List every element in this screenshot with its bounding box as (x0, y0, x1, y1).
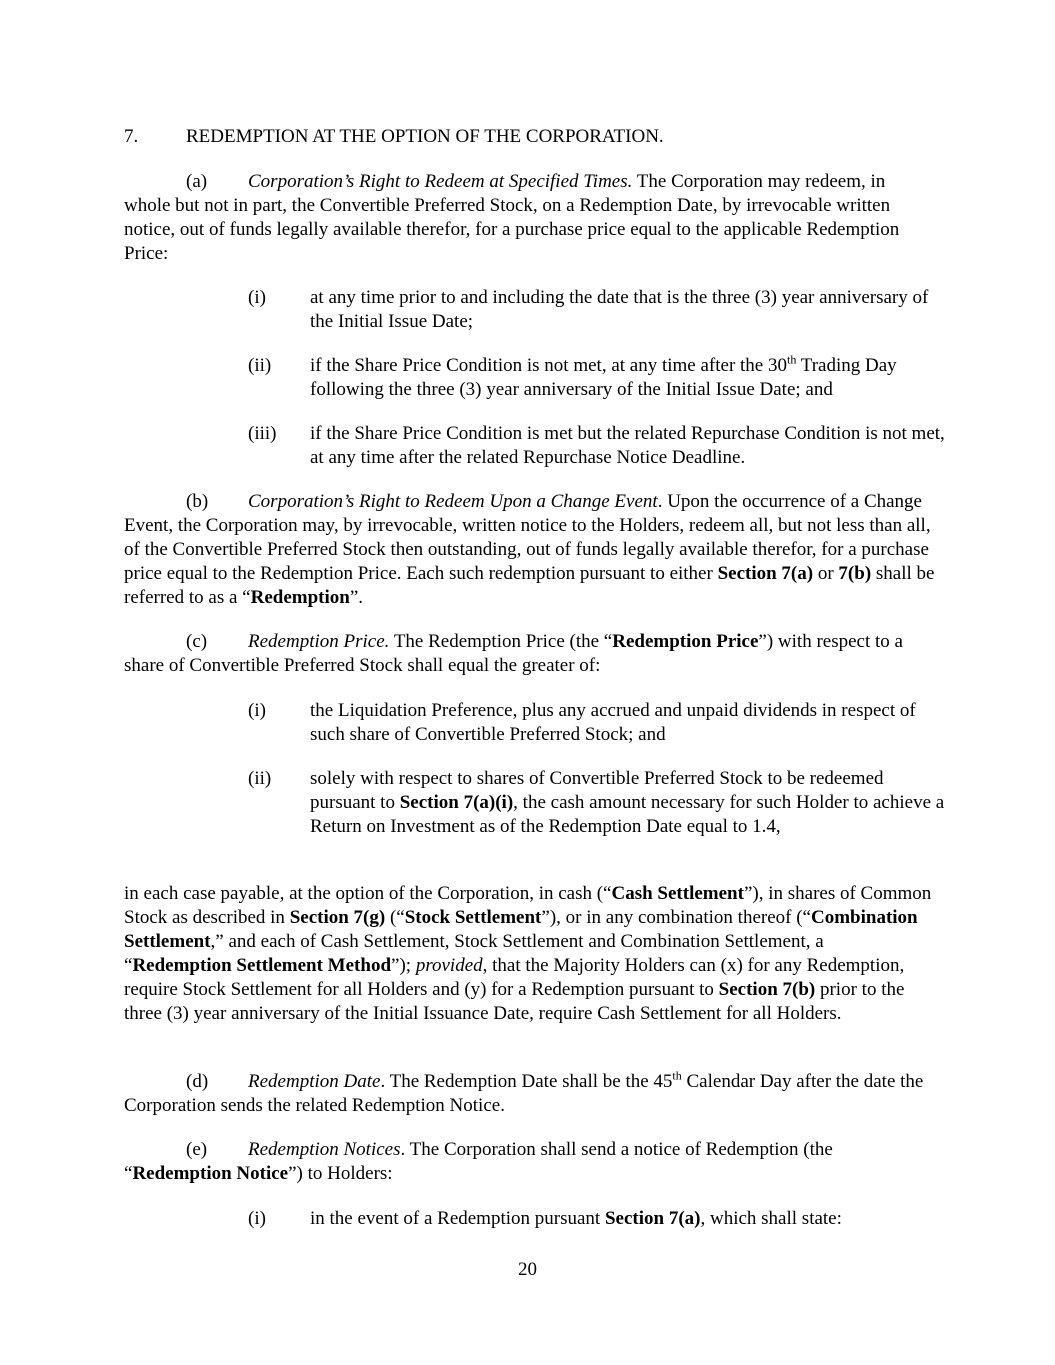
paragraph-heading: Redemption Date (248, 1071, 381, 1092)
paragraph-heading: Corporation’s Right to Redeem Upon a Change Event (248, 491, 658, 512)
section-title: REDEMPTION AT THE OPTION OF THE CORPORATION. (186, 126, 664, 147)
paragraph-c: (c) Redemption Price. The Redemption Price (the “Redemption Price”) with respect to a share of Convertible Preferred Stock shall equal the greater of: (124, 631, 903, 676)
section-number: 7. (124, 126, 139, 147)
paragraph-label: (a) (186, 171, 208, 192)
list-item: (i) at any time prior to and including the date that is the three (3) year anniversary of the Initial Issue Date; (248, 287, 929, 332)
list-item: (ii) solely with respect to shares of Convertible Preferred Stock to be redeemed pursuant to Section 7(a)(i), the cash amount necessary for such Holder to achieve a Return on Investment as of the Redemption Date equal to 1.4, (248, 768, 945, 837)
page-number: 20 (518, 1259, 537, 1280)
list-item: (ii) if the Share Price Condition is not met, at any time after the 30th Trading Day following the three (3) year anniversary of the Initial Issue Date; and (248, 352, 897, 400)
paragraph-label: (c) (186, 631, 208, 652)
paragraph-a: (a) Corporation’s Right to Redeem at Specified Times. The Corporation may redeem, in whole but not in part, the Convertible Preferred Stock, on a Redemption Date, by irrevocable written notice, out of funds legally available therefor, for a purchase price equal to the applicable Redemption Price: (124, 171, 900, 264)
paragraph-b: (b) Corporation’s Right to Redeem Upon a Change Event. Upon the occurrence of a Change Event, the Corporation may, by irrevocable, written notice to the Holders, redeem all, but not less than all, of the Convertible Preferred Stock then outstanding, out of funds legally available therefor, for a purchase price equal to the Redemption Price. Each such redemption pursuant to either Section 7(a) or 7(b) shall be referred to as a “Redemption”. (124, 491, 935, 608)
paragraph-d: (d) Redemption Date. The Redemption Date shall be the 45th Calendar Day after the date the Corporation sends the related Redemption Notice. (124, 1068, 924, 1116)
paragraph-continuation: in each case payable, at the option of the Corporation, in cash (“Cash Settlement”), in shares of Common Stock as described in Section 7(g) (“Stock Settlement”), or in any combination thereof (“Combination Settlement,” and each of Cash Settlement, Stock Settlement and Combination Settlement, a “Redemption Settlement Method”); provided, that the Majority Holders can (x) for any Redemption, require Stock Settlement for all Holders and (y) for a Redemption pursuant to Section 7(b) prior to the three (3) year anniversary of the Initial Issuance Date, require Cash Settlement for all Holders. (124, 883, 932, 1024)
paragraph-heading: Corporation’s Right to Redeem at Specified Times. (248, 171, 633, 192)
paragraph-label: (d) (186, 1071, 209, 1092)
paragraph-heading: Redemption Notices (248, 1139, 401, 1160)
paragraph-heading: Redemption Price. (248, 631, 390, 652)
section-heading (124, 125, 936, 149)
list-item: (i) the Liquidation Preference, plus any accrued and unpaid dividends in respect of such share of Convertible Preferred Stock; and (248, 700, 916, 745)
paragraph-label: (e) (186, 1139, 208, 1160)
list-item: (i) in the event of a Redemption pursuant Section 7(a), which shall state: (248, 1208, 842, 1229)
paragraph-e: (e) Redemption Notices. The Corporation shall send a notice of Redemption (the “Redemption Notice”) to Holders: (124, 1139, 833, 1184)
paragraph-label: (b) (186, 491, 209, 512)
list-item: (iii) if the Share Price Condition is met but the related Repurchase Condition is not met, at any time after the related Repurchase Notice Deadline. (248, 423, 945, 468)
